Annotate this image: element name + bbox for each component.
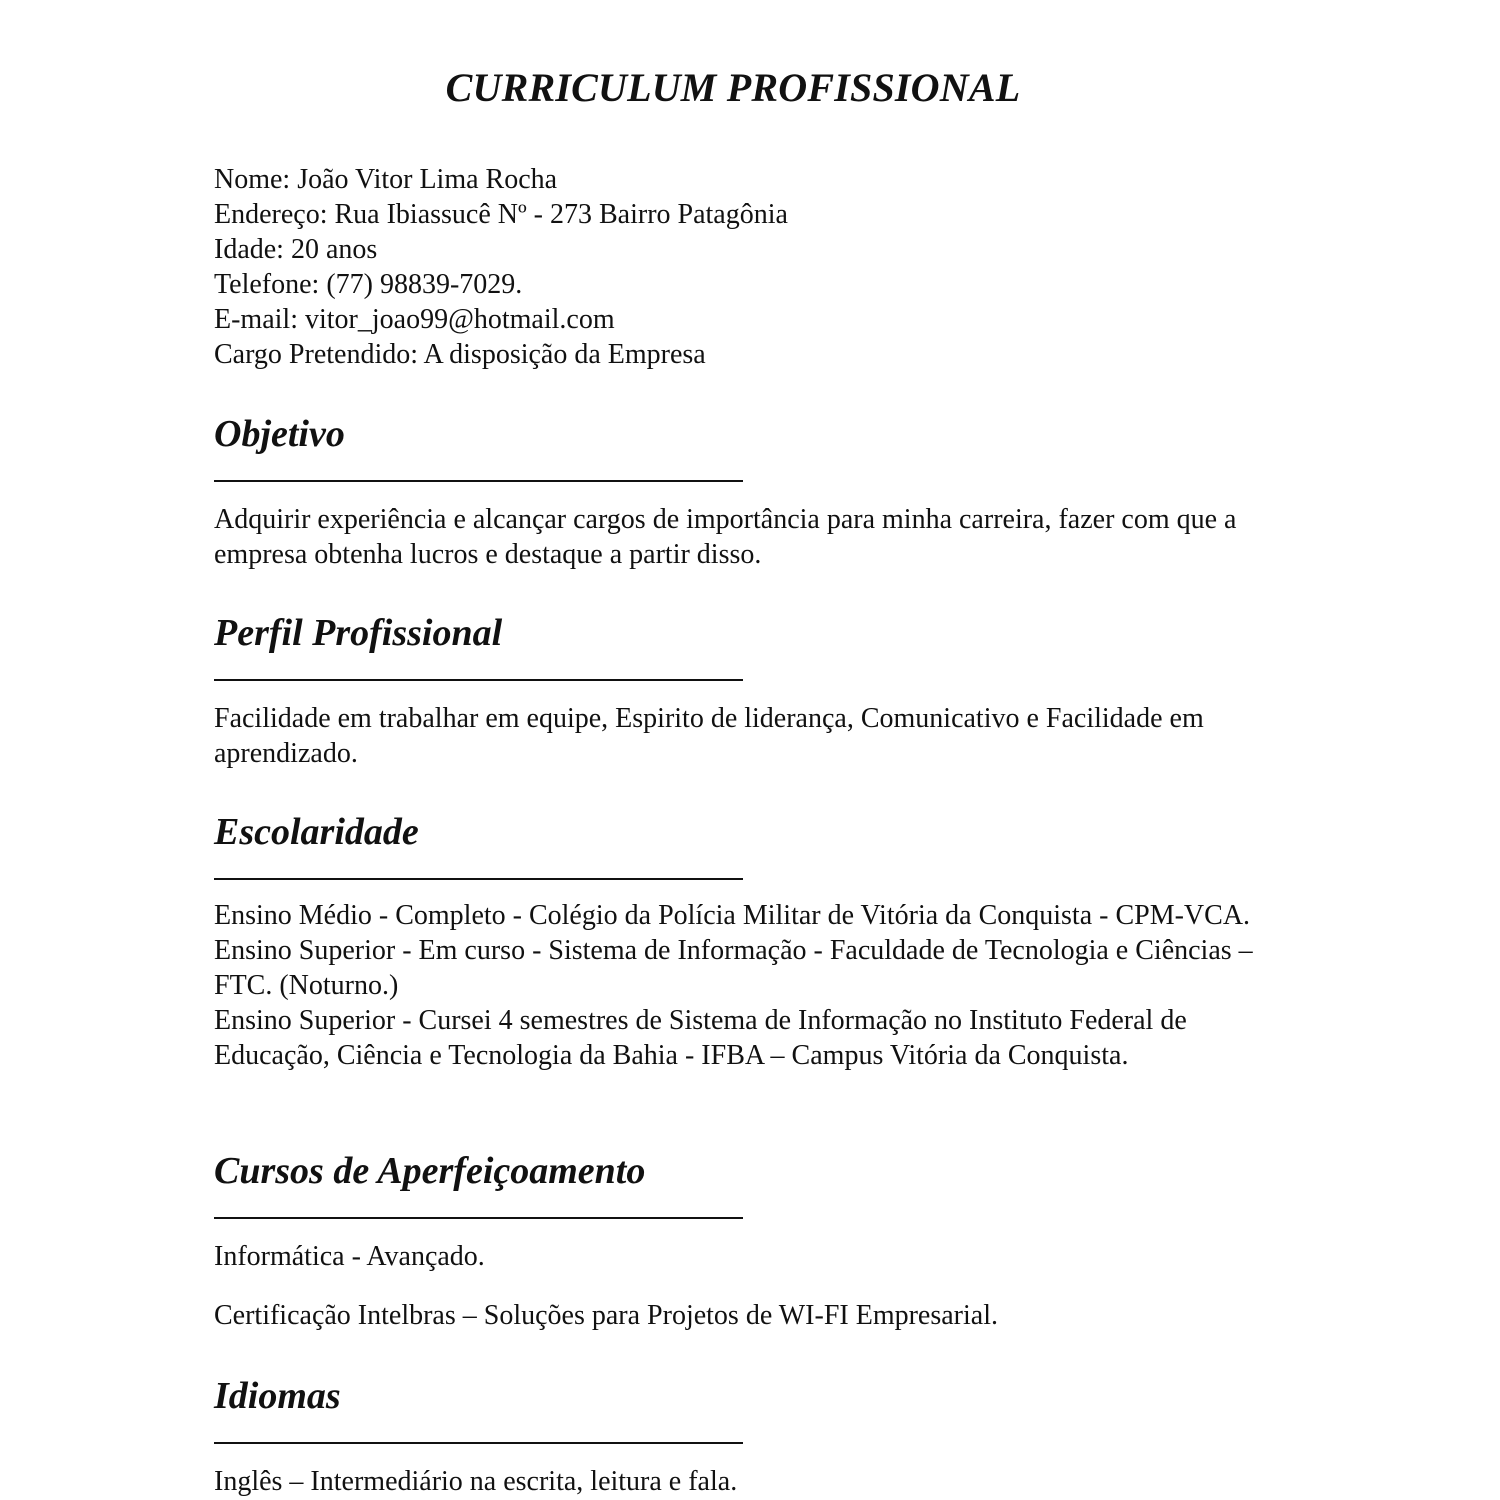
address-line: Endereço: Rua Ibiassucê Nº - 273 Bairro Patagônia xyxy=(214,199,788,230)
desired-position-line: Cargo Pretendido: A disposição da Empresa xyxy=(214,339,706,370)
section-title-escolaridade: Escolaridade xyxy=(214,811,419,853)
section-cursos xyxy=(214,1147,1294,1333)
escolaridade-item: Ensino Superior - Em curso - Sistema de Informação - Faculdade de Tecnologia e Ciências – FTC. (Noturno.) xyxy=(214,935,1253,1001)
section-divider xyxy=(214,1442,743,1444)
section-title-perfil: Perfil Profissional xyxy=(214,612,503,654)
section-perfil-profissional xyxy=(214,609,1294,771)
age-line: Idade: 20 anos xyxy=(214,234,378,265)
document-title: CURRICULUM PROFISSIONAL xyxy=(445,65,1021,110)
section-divider xyxy=(214,878,743,880)
phone-line: Telefone: (77) 98839-7029. xyxy=(214,269,523,300)
section-idiomas xyxy=(214,1372,1294,1499)
section-title-objetivo: Objetivo xyxy=(214,413,345,455)
section-escolaridade xyxy=(214,808,1294,1073)
perfil-text: Facilidade em trabalhar em equipe, Espirito de liderança, Comunicativo e Facilidade em aprendizado. xyxy=(214,703,1204,769)
section-title-idiomas: Idiomas xyxy=(214,1375,341,1417)
section-divider xyxy=(214,1217,743,1219)
email-line: E-mail: vitor_joao99@hotmail.com xyxy=(214,304,615,335)
personal-info-block xyxy=(214,162,1294,372)
section-title-cursos: Cursos de Aperfeiçoamento xyxy=(214,1150,646,1192)
curso-item: Certificação Intelbras – Soluções para Projetos de WI-FI Empresarial. xyxy=(214,1300,998,1331)
objetivo-text: Adquirir experiência e alcançar cargos de importância para minha carreira, fazer com que a empresa obtenha lucros e destaque a partir disso. xyxy=(214,504,1237,570)
escolaridade-item: Ensino Superior - Cursei 4 semestres de Sistema de Informação no Instituto Federal de Educação, Ciência e Tecnologia da Bahia - IFBA – Campus Vitória da Conquista. xyxy=(214,1005,1187,1071)
section-divider xyxy=(214,679,743,681)
curso-item: Informática - Avançado. xyxy=(214,1241,485,1272)
escolaridade-item: Ensino Médio - Completo - Colégio da Polícia Militar de Vitória da Conquista - CPM-VCA. xyxy=(214,900,1251,931)
section-objetivo xyxy=(214,410,1294,572)
section-divider xyxy=(214,480,743,482)
name-line: Nome: João Vitor Lima Rocha xyxy=(214,164,558,195)
idioma-item: Inglês – Intermediário na escrita, leitura e fala. xyxy=(214,1466,738,1497)
